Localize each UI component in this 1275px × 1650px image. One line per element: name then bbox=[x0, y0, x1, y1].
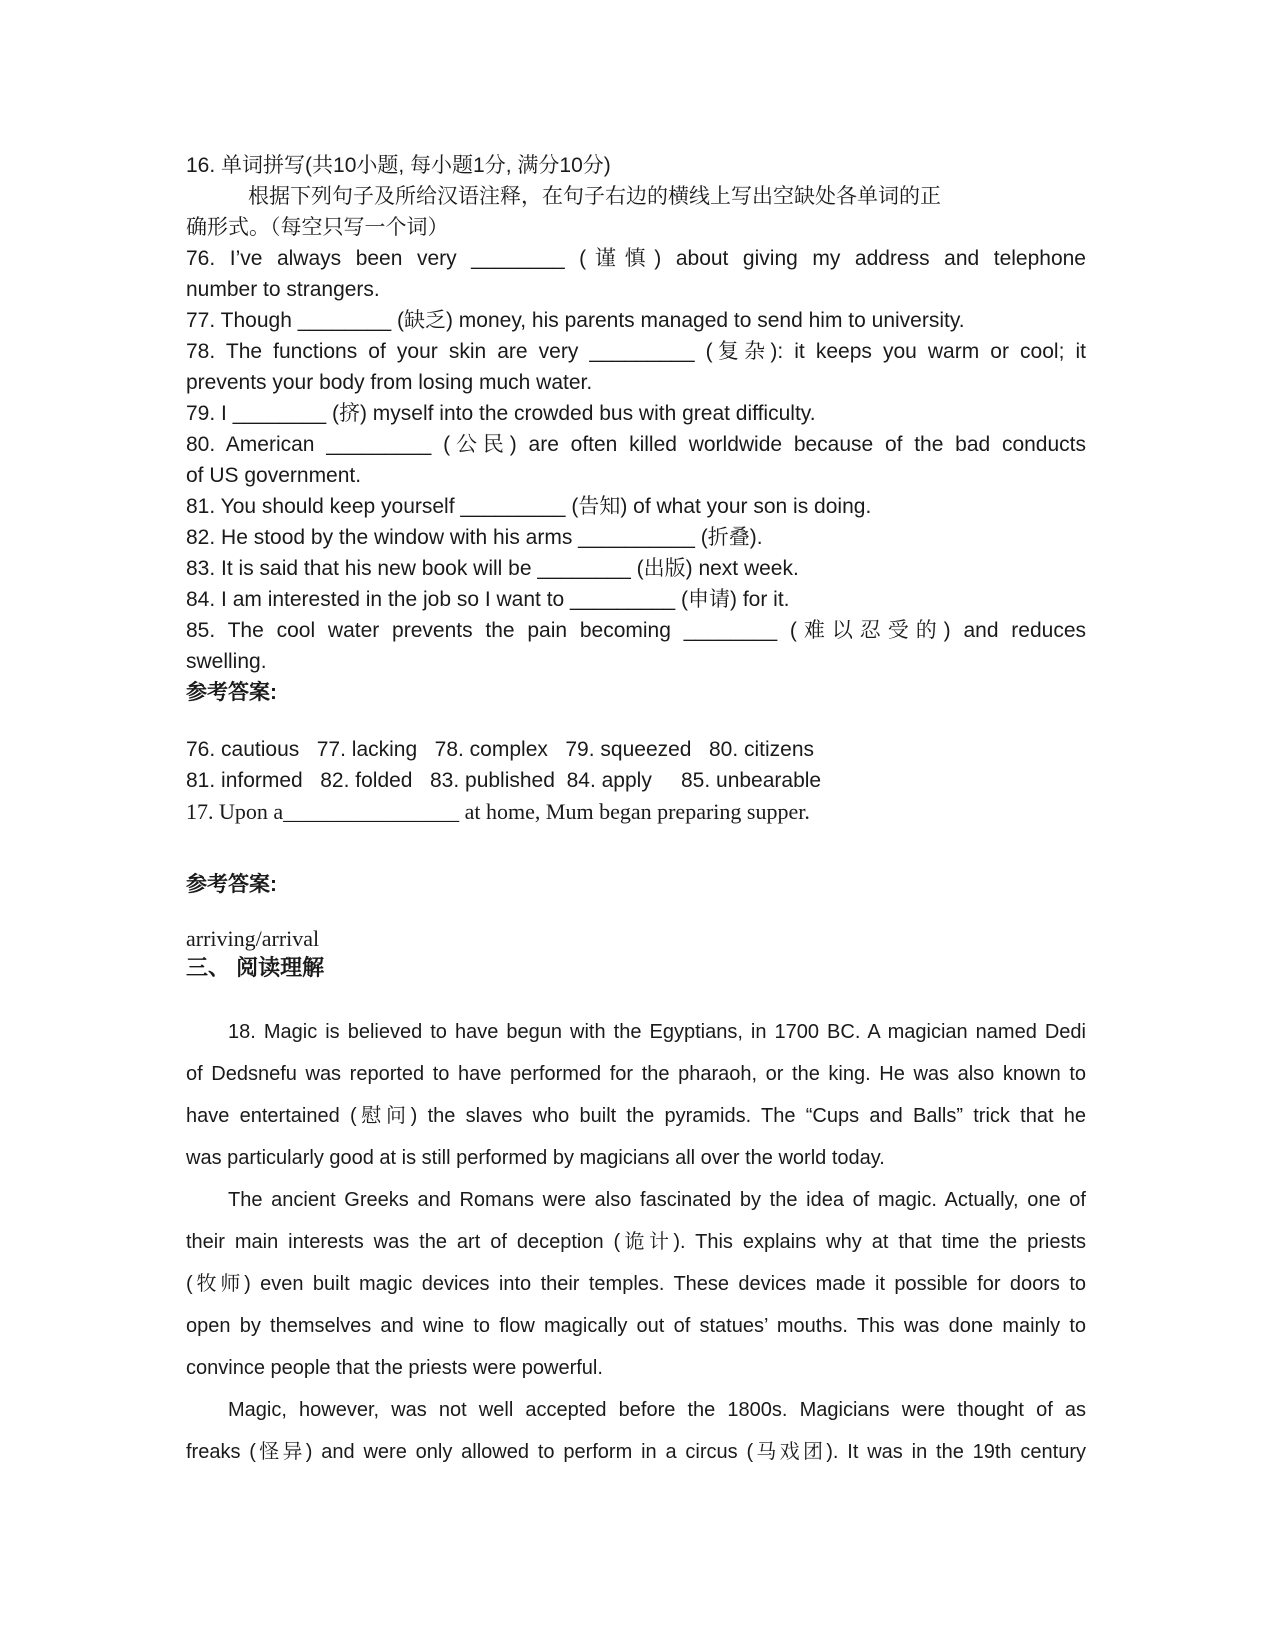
instruction-line-1: 根据下列句子及所给汉语注释，在句子右边的横线上写出空缺处各单词的正 bbox=[248, 185, 941, 208]
document-page bbox=[186, 150, 1086, 1473]
question-78-cont: prevents your body from losing much water. bbox=[186, 371, 593, 394]
question-80: 80. American _________ (公民) are often killed worldwide because of the bad conducts bbox=[186, 433, 1086, 456]
reading-line: The ancient Greeks and Romans were also fascinated by the idea of magic. Actually, one of bbox=[228, 1189, 1086, 1211]
question-84: 84. I am interested in the job so I want to _________ (申请) for it. bbox=[186, 588, 790, 611]
section-3-heading: 三、 阅读理解 bbox=[186, 955, 325, 980]
section-16-title: 16. 单词拼写(共10小题, 每小题1分, 满分10分) bbox=[186, 154, 611, 177]
reading-line: have entertained (慰问) the slaves who built the pyramids. The “Cups and Balls” trick that he bbox=[186, 1105, 1086, 1127]
reading-line: (牧师) even built magic devices into their temples. These devices made it possible for doors to bbox=[186, 1273, 1086, 1295]
answers-line-2: 81. informed 82. folded 83. published 84. apply 85. unbearable bbox=[186, 769, 822, 792]
question-85: 85. The cool water prevents the pain becoming ________ (难以忍受的) and reduces bbox=[186, 619, 1086, 642]
question-80-cont: of US government. bbox=[186, 464, 362, 487]
question-76: 76. I’ve always been very ________ (谨慎) about giving my address and telephone bbox=[186, 247, 1086, 270]
question-78: 78. The functions of your skin are very _________ (复杂): it keeps you warm or cool; it bbox=[186, 340, 1086, 363]
question-76-cont: number to strangers. bbox=[186, 278, 380, 301]
question-79: 79. I ________ (挤) myself into the crowded bus with great difficulty. bbox=[186, 402, 816, 425]
reading-line: open by themselves and wine to flow magically out of statues’ mouths. This was done mainly to bbox=[186, 1315, 1086, 1337]
reading-line: of Dedsnefu was reported to have performed for the pharaoh, or the king. He was also known to bbox=[186, 1063, 1086, 1085]
reading-line: convince people that the priests were powerful. bbox=[186, 1357, 603, 1379]
answer-heading-16: 参考答案: bbox=[186, 681, 277, 704]
instruction-line-2: 确形式。（每空只写一个词） bbox=[186, 216, 449, 239]
reading-line: Magic, however, was not well accepted before the 1800s. Magicians were thought of as bbox=[228, 1399, 1086, 1421]
question-85-cont: swelling. bbox=[186, 650, 267, 673]
reading-line: was particularly good at is still performed by magicians all over the world today. bbox=[186, 1147, 885, 1169]
question-77: 77. Though ________ (缺乏) money, his parents managed to send him to university. bbox=[186, 309, 965, 332]
answer-heading-17: 参考答案: bbox=[186, 873, 277, 896]
answer-17: arriving/arrival bbox=[186, 926, 320, 951]
reading-line: 18. Magic is believed to have begun with the Egyptians, in 1700 BC. A magician named Dedi bbox=[228, 1021, 1086, 1043]
answers-line-1: 76. cautious 77. lacking 78. complex 79. squeezed 80. citizens bbox=[186, 738, 815, 761]
question-83: 83. It is said that his new book will be ________ (出版) next week. bbox=[186, 557, 799, 580]
question-17: 17. Upon a________________ at home, Mum began preparing supper. bbox=[186, 799, 810, 824]
reading-line: their main interests was the art of deception (诡计). This explains why at that time the priests bbox=[186, 1231, 1086, 1253]
reading-passage bbox=[186, 1011, 1086, 1473]
question-82: 82. He stood by the window with his arms __________ (折叠). bbox=[186, 526, 763, 549]
reading-line: freaks (怪异) and were only allowed to perform in a circus (马戏团). It was in the 19th century bbox=[186, 1441, 1086, 1463]
question-81: 81. You should keep yourself _________ (告知) of what your son is doing. bbox=[186, 495, 872, 518]
